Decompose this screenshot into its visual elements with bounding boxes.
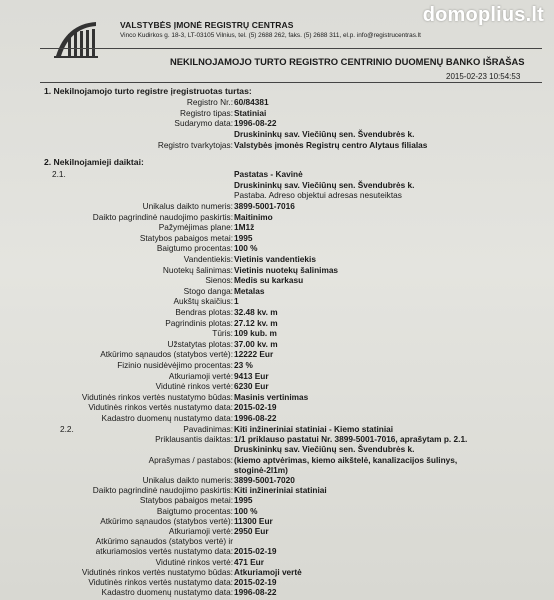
item-2-1-row-label: Pažymėjimas plane: — [158, 222, 233, 233]
registry-row-value: Statiniai — [234, 107, 267, 118]
organization-address: Vinco Kudirkos g. 18-3, LT-03105 Vilnius, tel. (5) 2688 262, faks. (5) 2688 311, el.p. info@registrucentras.lt — [120, 32, 421, 39]
item-2-2-row-label: Atkūrimo sąnaudos (statybos vertė): — [100, 515, 233, 526]
item-2-1-row-value: Maitinimo — [234, 211, 273, 222]
item-2-1-row-value: 1996-08-22 — [234, 413, 277, 423]
item-2-1-row-value: 1995 — [234, 232, 253, 243]
item-2-1-row-value: 12222 Eur — [234, 349, 274, 360]
item-2-1-row-value: 9413 Eur — [234, 370, 269, 381]
item-2-1-row-label: Daikto pagrindinė naudojimo paskirtis: — [92, 211, 233, 222]
item-2-2-number: 2.2. — [60, 424, 74, 434]
item-2-1-row-value: 6230 Eur — [234, 381, 269, 392]
item-2-1-row-value: 32.48 kv. m — [234, 307, 278, 317]
item-2-2-row-value: (kiemo aptvėrimas, kiemo aikštelė, kanalizacijos šulinys, — [234, 454, 458, 465]
item-2-2-row-label: Statybos pabaigos metai: — [139, 495, 233, 506]
item-2-2-row-label: Kadastro duomenų nustatymo data: — [101, 587, 233, 598]
item-2-2-row-value: 3899-5001-7020 — [234, 475, 295, 485]
item-2-2-row-label: Atkūrimo sąnaudos (statybos vertė) ir — [95, 536, 233, 547]
item-2-1-row-value: Medis su karkasu — [234, 275, 304, 286]
registry-row-label: Registro tvarkytojas: — [157, 139, 233, 150]
item-2-1-row-label: Vidutinės rinkos vertės nustatymo data: — [88, 402, 233, 413]
item-2-1-row-value: Vietinis vandentiekis — [234, 254, 316, 264]
organization-name: VALSTYBĖS ĮMONĖ REGISTRŲ CENTRAS — [120, 20, 294, 30]
item-2-1-row-value: 1 — [234, 296, 239, 307]
item-2-2-row-label: Aprašymas / pastabos: — [148, 454, 233, 465]
item-2-1-number: 2.1. — [52, 169, 66, 179]
registry-row-value: Valstybės įmonės Registrų centro Alytaus filialas — [234, 139, 428, 150]
item-2-1-row-label: Pagrindinis plotas: — [165, 317, 233, 328]
document-datetime: 2015-02-23 10:54:53 — [446, 72, 521, 81]
item-2-1-row-label: Stogo danga: — [183, 285, 233, 296]
item-2-1-header-line: Druskininkų sav. Viečiūnų sen. Švendubrės k. — [234, 179, 415, 190]
item-2-1-row-label: Tūris: — [212, 328, 233, 339]
item-2-1-row-value: 100 % — [234, 243, 258, 254]
item-2-1-row-label: Fizinio nusidėvėjimo procentas: — [117, 360, 233, 370]
watermark: domoplius.lt — [422, 4, 544, 26]
item-2-1-row-label: Aukštų skaičius: — [173, 296, 233, 307]
item-2-2-row-label: Priklausantis daiktas: — [155, 434, 233, 445]
item-2-2-row-label: Vidutinė rinkos vertė: — [155, 556, 233, 567]
item-2-2-row-value: 1995 — [234, 495, 253, 506]
item-2-1-row-value: 3899-5001-7016 — [234, 201, 295, 211]
item-2-1-row-label: Bendras plotas: — [175, 307, 233, 317]
item-2-1-row-label: Statybos pabaigos metai: — [139, 232, 233, 243]
item-2-2-row-value: 11300 Eur — [234, 515, 273, 526]
item-2-1-row-label: Nuotekų šalinimas: — [162, 264, 233, 275]
item-2-2-row-value: 1996-08-22 — [234, 587, 277, 598]
item-2-2-row-value: Druskininkų sav. Viečiūnų sen. Švendubrės k. — [234, 444, 415, 455]
item-2-1-header-line: Pastaba. Adreso objektui adresas nesuteiktas — [234, 190, 402, 201]
registru-centras-logo-icon — [52, 20, 100, 60]
item-2-1-row-value: Metalas — [234, 285, 265, 296]
document-title: NEKILNOJAMOJO TURTO REGISTRO CENTRINIO DUOMENŲ BANKO IŠRAŠAS — [170, 56, 525, 67]
item-2-2-row-value: Atkuriamoji vertė — [234, 566, 302, 577]
item-2-2-row-label: Vidutinės rinkos vertės nustatymo data: — [88, 577, 233, 587]
item-2-1-row-value: 2015-02-19 — [234, 402, 277, 413]
item-2-1-row-label: Atkuriamoji vertė: — [168, 370, 233, 381]
registry-row-value: 60/84381 — [234, 97, 269, 107]
title-divider — [40, 82, 542, 83]
item-2-2-row-label: Baigtumo procentas: — [156, 505, 233, 516]
item-2-2-row-value: 2950 Eur — [234, 526, 269, 536]
item-2-1-row-value: 23 % — [234, 360, 253, 370]
item-2-2-row-value: Kiti inžineriniai statiniai — [234, 485, 327, 496]
item-2-2-row-value: 2015-02-19 — [234, 577, 277, 587]
item-2-2-row-value: 2015-02-19 — [234, 546, 277, 557]
section-1-heading: 1. Nekilnojamojo turto registre įregistruotas turtas: — [44, 86, 252, 96]
item-2-1-row-label: Kadastro duomenų nustatymo data: — [101, 413, 233, 423]
header-divider — [40, 48, 542, 49]
item-2-2-row-label: Vidutinės rinkos vertės nustatymo būdas: — [81, 566, 233, 577]
registry-row-label: Sudarymo data: — [174, 118, 233, 129]
item-2-1-row-label: Vidutinės rinkos vertės nustatymo būdas: — [81, 391, 233, 402]
item-2-2-row-value: 1/1 priklauso pastatui Nr. 3899-5001-7016, aprašytam p. 2.1. — [234, 434, 468, 445]
section-2-heading: 2. Nekilnojamieji daiktai: — [44, 157, 144, 167]
item-2-2-row-label: Pavadinimas: — [183, 424, 233, 434]
item-2-1-row-value: 27.12 kv. m — [234, 317, 278, 328]
item-2-1-row-label: Sienos: — [205, 275, 233, 286]
item-2-1-row-label: Užstatytas plotas: — [167, 338, 233, 349]
registry-row-label: Registro Nr.: — [186, 97, 233, 107]
item-2-1-row-value: 109 kub. m — [234, 328, 277, 339]
registry-row-value: 1996-08-22 — [234, 118, 277, 129]
item-2-1-row-value: Masinis vertinimas — [234, 391, 309, 402]
item-2-1-row-label: Atkūrimo sąnaudos (statybos vertė): — [100, 349, 233, 360]
item-2-1-row-value: Vietinis nuotekų šalinimas — [234, 264, 339, 275]
item-2-2-row-value: 100 % — [234, 505, 258, 516]
item-2-2-row-value: 471 Eur — [234, 556, 264, 567]
item-2-1-row-label: Vandentiekis: — [183, 254, 233, 264]
item-2-1-header-line: Pastatas - Kavinė — [234, 169, 303, 179]
item-2-2-row-label: atkuriamosios vertės nustatymo data: — [95, 546, 233, 557]
item-2-1-row-value: 1M1ž — [234, 222, 255, 233]
item-2-2-row-value: Kiti inžineriniai statiniai - Kiemo statiniai — [234, 424, 394, 434]
item-2-1-row-label: Unikalus daikto numeris: — [142, 201, 233, 211]
item-2-1-row-label: Baigtumo procentas: — [156, 243, 233, 254]
item-2-2-row-label: Daikto pagrindinė naudojimo paskirtis: — [92, 485, 233, 496]
item-2-2-row-value: stoginė-2l1m) — [234, 464, 288, 475]
item-2-2-row-label: Atkuriamoji vertė: — [168, 526, 233, 536]
item-2-2-row-label: Unikalus daikto numeris: — [142, 475, 233, 485]
item-2-1-row-value: 37.00 kv. m — [234, 338, 278, 349]
registry-row-label: Registro tipas: — [179, 107, 233, 118]
registry-row-value: Druskininkų sav. Viečiūnų sen. Švendubrės k. — [234, 129, 415, 140]
item-2-1-row-label: Vidutinė rinkos vertė: — [155, 381, 233, 392]
